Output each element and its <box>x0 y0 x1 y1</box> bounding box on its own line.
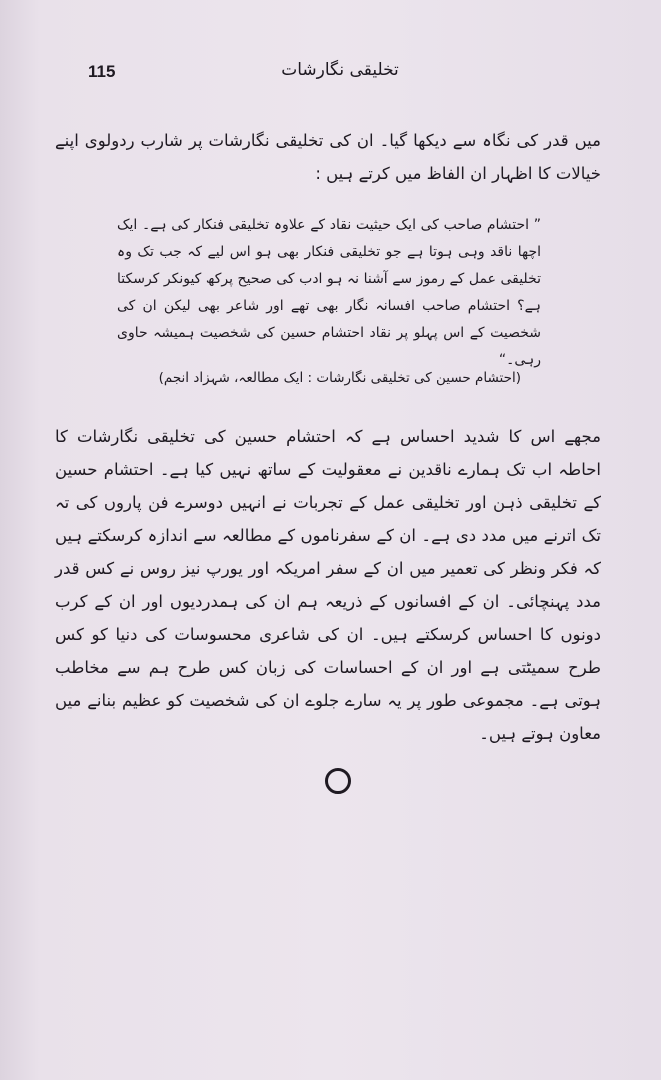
page-number: 115 <box>88 62 116 81</box>
end-of-section-circle-icon <box>325 768 351 794</box>
paragraph-intro: میں قدر کی نگاہ سے دیکھا گیا۔ ان کی تخلیقی نگارشات پر شارب ردولوی اپنے خیالات کا اظہار ان الفاظ میں کرتے ہیں : <box>55 131 601 183</box>
running-title: تخلیقی نگارشات <box>281 60 399 80</box>
paragraph-main: مجھے اس کا شدید احساس ہے کہ احتشام حسین کی تخلیقی نگارشات کا احاطہ اب تک ہمارے ناقدین نے معقولیت کے ساتھ نہیں کیا ہے۔ احتشام حسین کے تخلیقی ذہن اور تخلیقی عمل کے تجربات نے انہیں دوسرے فن پاروں کی تہ تک اترنے میں مدد دی ہے۔ ان کے سفرناموں کے مطالعہ سے اندازہ کرسکتے ہیں کہ فکر ونظر کی تعمیر میں ان کے سفر امریکہ اور یورپ نیز روس نے کس قدر مدد پہنچائی۔ ان کے افسانوں کے ذریعہ ہم ان کی ہمدردیوں اور ان کے کرب دونوں کا احساس کرسکتے ہیں۔ ان کی شاعری محسوسات کی دنیا کو کس طرح سمیٹتی ہے اور ان کے احساسات کی زبان کس طرح ہم سے مخاطب ہوتی ہے۔ مجموعی طور پر یہ سارے جلوے ان کی شخصیت کو عظیم بنانے میں معاون ہوتے ہیں۔ <box>55 427 601 743</box>
block-quote: ” احتشام صاحب کی ایک حیثیت نقاد کے علاوہ تخلیقی فنکار کی ہے۔ ایک اچھا ناقد وہی ہوتا ہے جو تخلیقی فنکار بھی ہو اس لیے کہ جب تک وہ تخلیقی عمل کے رموز سے آشنا نہ ہو ادب کی صحیح پرکھ کیونکر کرسکتا ہے؟ احتشام صاحب افسانہ نگار بھی تھے اور شاعر بھی لیکن ان کی شخصیت کے اس پہلو پر نقاد احتشام حسین کی شخصیت ہمیشہ حاوی رہی۔“ <box>117 217 541 368</box>
page-header <box>80 60 600 90</box>
quote-citation: (احتشام حسین کی تخلیقی نگارشات : ایک مطالعہ، شہزاد انجم) <box>158 370 521 386</box>
